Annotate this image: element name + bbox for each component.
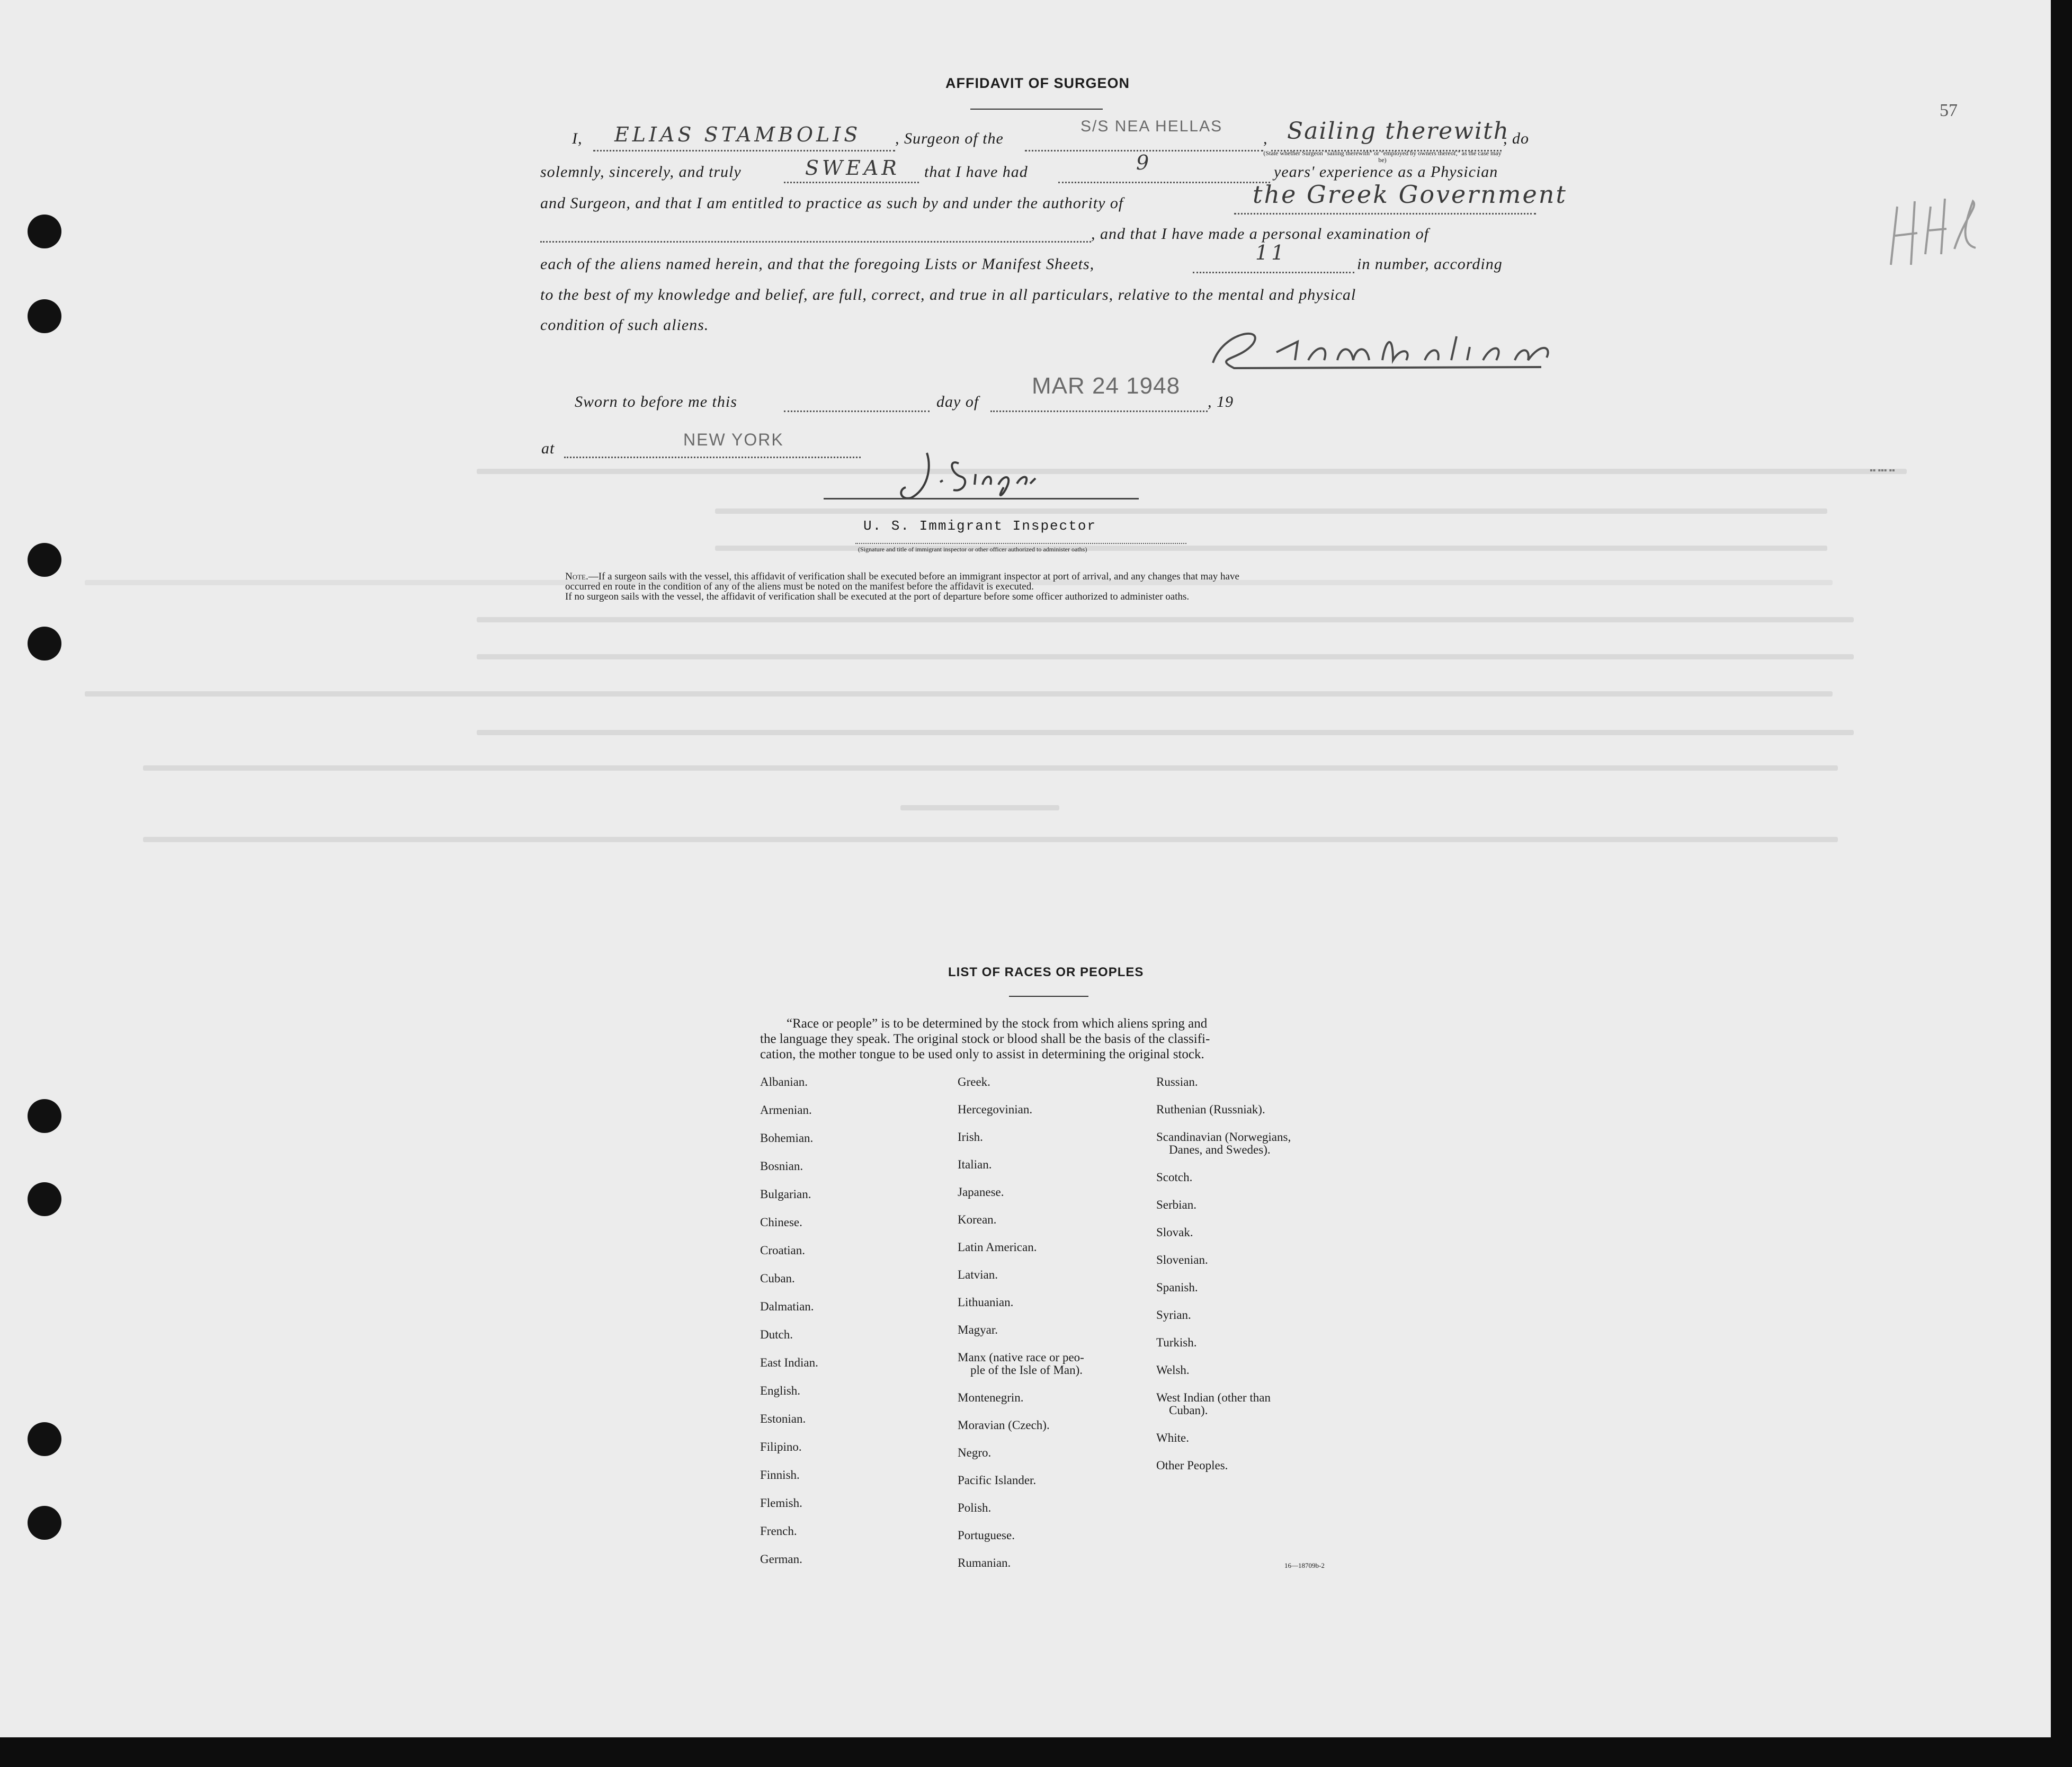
race-item: West Indian (other than: [1156, 1391, 1271, 1404]
race-item: Serbian.: [1156, 1198, 1197, 1211]
race-item: Albanian.: [760, 1075, 808, 1088]
race-item: East Indian.: [760, 1356, 818, 1369]
race-item: Scotch.: [1156, 1171, 1193, 1184]
race-item: Korean.: [958, 1213, 997, 1226]
races-title: LIST OF RACES OR PEOPLES: [948, 965, 1144, 979]
binder-hole: [28, 215, 61, 248]
binder-hole: [28, 1506, 61, 1540]
comma-mark: ,: [1263, 130, 1268, 147]
races-column-3: [1156, 1075, 1291, 1486]
years-value: 9: [1136, 151, 1153, 174]
race-item: Spanish.: [1156, 1281, 1198, 1294]
line2-suffix: years' experience as a Physician: [1274, 163, 1498, 181]
race-item: French.: [760, 1524, 797, 1538]
race-item: Lithuanian.: [958, 1296, 1014, 1309]
race-item: Japanese.: [958, 1185, 1004, 1199]
line5-suffix: in number, according: [1357, 255, 1503, 273]
note-line3: If no surgeon sails with the vessel, the affidavit of verification shall be executed at the port of departure before some officer authorized to administer oaths.: [565, 591, 1190, 602]
binder-hole: [28, 1182, 61, 1216]
line2-prefix: solemnly, sincerely, and truly: [540, 163, 742, 181]
race-item: Turkish.: [1156, 1336, 1197, 1349]
name-line: [593, 150, 895, 151]
race-item: Welsh.: [1156, 1363, 1190, 1377]
note-text-1: —If a surgeon sails with the vessel, this affidavit of verification shall be executed before an immigrant inspector at port of arrival, and any changes that may have: [588, 571, 1239, 582]
note-label: Note.: [565, 571, 588, 582]
at-label: at: [541, 440, 555, 457]
race-item: English.: [760, 1384, 801, 1397]
binder-hole: [28, 1099, 61, 1133]
races-column-2: [958, 1075, 1084, 1584]
inspector-title-line: [855, 543, 1186, 544]
race-item: Dalmatian.: [760, 1300, 814, 1313]
line6: to the best of my knowledge and belief, are full, correct, and true in all particulars, relative to the mental and physical: [540, 286, 1356, 304]
race-item: Slovenian.: [1156, 1253, 1208, 1266]
race-item: Greek.: [958, 1075, 990, 1088]
races-intro-line: cation, the mother tongue to be used only to assist in determining the original stock.: [760, 1047, 1204, 1061]
form-number: 16—18709b-2: [1284, 1561, 1325, 1569]
race-item: Flemish.: [760, 1496, 802, 1510]
authority-continuation-line: [540, 241, 1091, 243]
authority-value: the Greek Government: [1253, 180, 1567, 209]
race-item: Portuguese.: [958, 1529, 1015, 1542]
race-item: Estonian.: [760, 1412, 806, 1425]
race-item: Italian.: [958, 1158, 992, 1171]
race-item: Croatian.: [760, 1244, 805, 1257]
surgeon-name: ELIAS STAMBOLIS: [614, 123, 861, 146]
race-item: German.: [760, 1552, 802, 1566]
affidavit-title: AFFIDAVIT OF SURGEON: [945, 75, 1130, 91]
binder-hole: [28, 299, 61, 333]
line2-mid: that I have had: [924, 163, 1028, 181]
year-suffix: , 19: [1208, 393, 1234, 410]
scan-border-bottom: [0, 1737, 2072, 1767]
sheets-line: [1193, 272, 1354, 273]
line3-prefix: and Surgeon, and that I am entitled to practice as such by and under the authority of: [540, 194, 1124, 212]
title-rule: [970, 109, 1103, 110]
race-item: Rumanian.: [958, 1556, 1011, 1569]
race-item: Hercegovinian.: [958, 1103, 1033, 1116]
race-item-continued: Danes, and Swedes).: [1169, 1143, 1271, 1156]
margin-initials: [1886, 185, 1981, 275]
do-label: , do: [1503, 130, 1529, 147]
surgeon-of-label: , Surgeon of the: [895, 130, 1004, 147]
oath-value: SWEAR: [805, 156, 900, 180]
i-label: I,: [572, 130, 583, 147]
note-line2: occurred en route in the condition of any of the aliens must be noted on the manifest before the affidavit is executed.: [565, 581, 1034, 592]
race-item: Chinese.: [760, 1216, 802, 1229]
inspector-signature-text: [890, 442, 1038, 506]
race-item: Irish.: [958, 1130, 983, 1144]
race-item: Montenegrin.: [958, 1391, 1024, 1404]
vessel-stamp: S/S NEA HELLAS: [1080, 118, 1223, 135]
race-item: Bulgarian.: [760, 1188, 811, 1201]
sailing-value: Sailing therewith: [1287, 118, 1510, 145]
race-item-continued: ple of the Isle of Man).: [970, 1363, 1083, 1377]
inspector-caption: (Signature and title of immigrant inspector or other officer authorized to administer oaths): [858, 546, 1087, 553]
surgeon-signature-text: [1202, 320, 1562, 379]
races-intro-line: the language they speak. The original stock or blood shall be the basis of the classifi-: [760, 1032, 1210, 1046]
race-item: Bosnian.: [760, 1159, 803, 1173]
margin-stamp-mark: ▪▪ ▪▪▪ ▪▪: [1870, 466, 1895, 475]
race-item: Filipino.: [760, 1440, 802, 1453]
race-item: Cuban.: [760, 1272, 795, 1285]
sworn-month-line: [990, 410, 1208, 412]
race-item: White.: [1156, 1431, 1189, 1444]
oath-line: [784, 182, 919, 183]
place-stamp: NEW YORK: [683, 430, 784, 449]
race-item: Moravian (Czech).: [958, 1418, 1050, 1432]
line5-prefix: each of the aliens named herein, and that the foregoing Lists or Manifest Sheets,: [540, 255, 1095, 273]
state-note: (State whether Surgeon "sailing therewith" or "employed by owners thereof," as the case may be): [1263, 149, 1502, 164]
race-item: Other Peoples.: [1156, 1459, 1228, 1472]
race-item: Russian.: [1156, 1075, 1198, 1088]
race-item-continued: Cuban).: [1169, 1404, 1208, 1417]
race-item: Syrian.: [1156, 1308, 1191, 1322]
race-item: Polish.: [958, 1501, 992, 1514]
race-item: Slovak.: [1156, 1226, 1193, 1239]
race-item: Latin American.: [958, 1241, 1037, 1254]
place-line: [564, 457, 861, 458]
binder-hole: [28, 1422, 61, 1456]
years-line: [1058, 182, 1270, 183]
sworn-day-line: [784, 410, 930, 412]
sheets-value: 11: [1255, 241, 1288, 264]
binder-hole: [28, 627, 61, 661]
race-item: Ruthenian (Russniak).: [1156, 1103, 1265, 1116]
races-intro-line: “Race or people” is to be determined by the stock from which aliens spring and: [787, 1016, 1208, 1031]
line7: condition of such aliens.: [540, 316, 709, 334]
inspector-signature-rule: [824, 498, 1139, 499]
race-item: Negro.: [958, 1446, 992, 1459]
races-column-1: [760, 1075, 818, 1581]
sworn-prefix: Sworn to before me this: [575, 393, 737, 410]
race-item: Pacific Islander.: [958, 1474, 1037, 1487]
race-item: Bohemian.: [760, 1131, 814, 1145]
inspector-title: U. S. Immigrant Inspector: [863, 518, 1097, 534]
race-item: Scandinavian (Norwegians,: [1156, 1130, 1291, 1144]
races-title-rule: [1009, 996, 1088, 997]
line4-suffix: , and that I have made a personal examination of: [1091, 225, 1429, 243]
date-stamp: MAR 24 1948: [1032, 373, 1181, 399]
race-item: Magyar.: [958, 1323, 998, 1336]
binder-hole: [28, 543, 61, 577]
page-number: 57: [1940, 101, 1958, 120]
race-item: Dutch.: [760, 1328, 793, 1341]
race-item: Armenian.: [760, 1103, 812, 1117]
authority-line: [1234, 213, 1536, 215]
race-item: Latvian.: [958, 1268, 998, 1281]
race-item: Finnish.: [760, 1468, 800, 1482]
day-label: day of: [936, 393, 979, 410]
race-item: Manx (native race or peo-: [958, 1351, 1084, 1364]
scan-border-right: [2051, 0, 2072, 1767]
races-intro: [760, 1016, 1210, 1062]
